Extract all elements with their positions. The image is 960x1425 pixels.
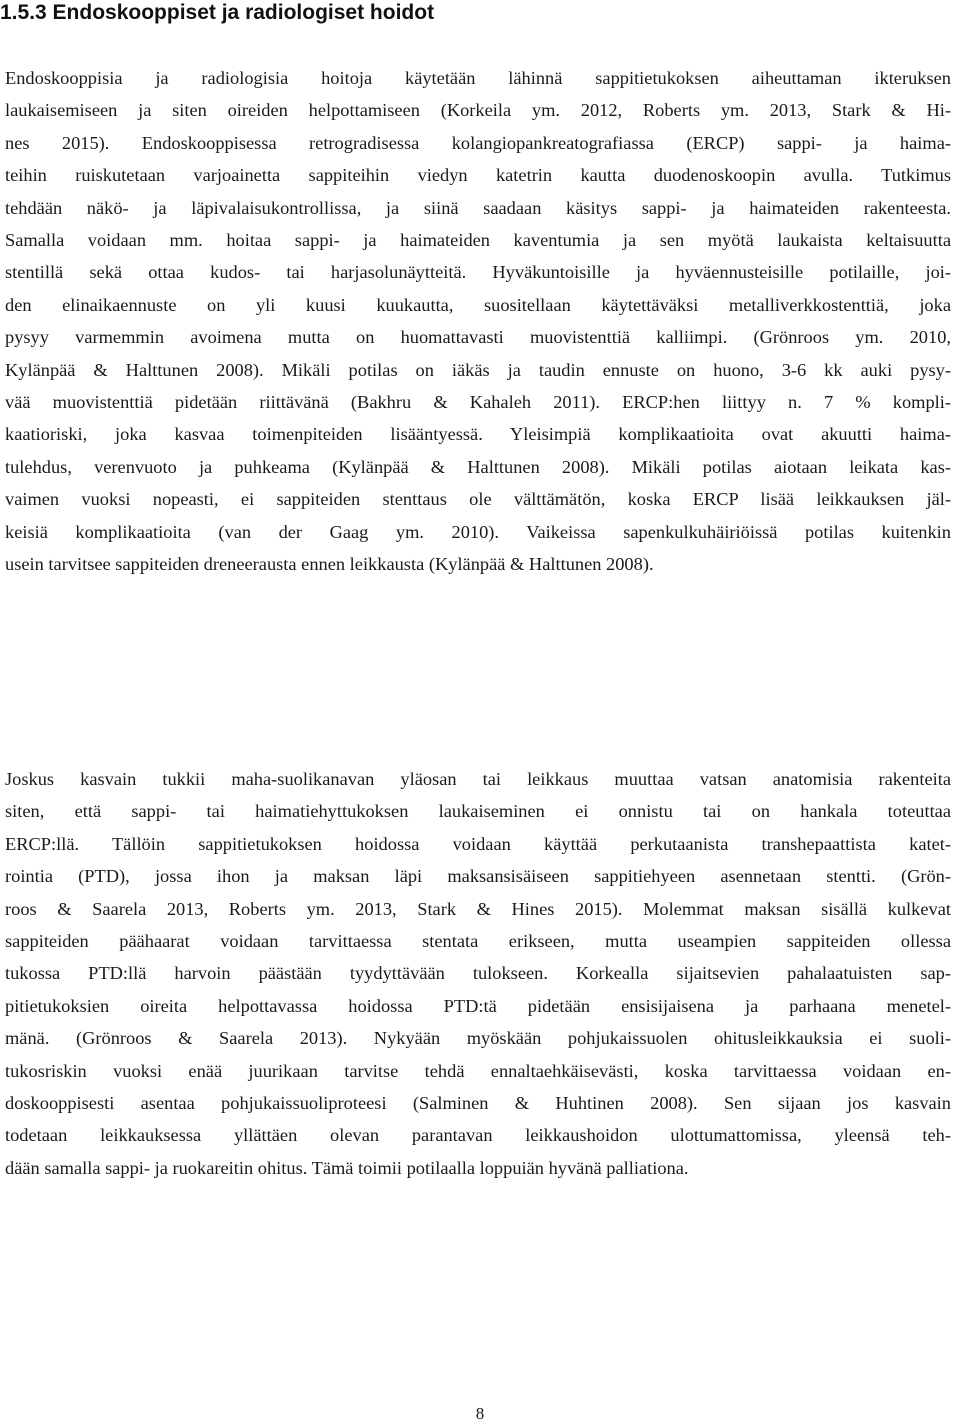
paragraph-line: Endoskooppisia ja radiologisia hoitoja käytetään lähinnä sappitietukoksen aiheuttaman ikteruksen xyxy=(5,68,951,88)
paragraph-line: tukossa PTD:llä harvoin päästään tyydyttävään tulokseen. Korkealla sijaitsevien pahalaatuisten sap- xyxy=(5,963,951,984)
paragraph-line: usein tarvitsee sappiteiden dreneerausta ennen leikkausta (Kylänpää & Halttunen 2008). xyxy=(5,554,654,575)
paragraph-line: vää muovistenttiä pidetään riittävänä (Bakhru & Kahaleh 2011). ERCP:hen liittyy n. 7 % kompli- xyxy=(5,392,951,413)
paragraph-line: pitietukoksien oireita helpottavassa hoidossa PTD:tä pidetään ensisijaisena ja parhaana menetel- xyxy=(5,995,951,1016)
paragraph-1 xyxy=(5,62,951,581)
paragraph-line: roos & Saarela 2013, Roberts ym. 2013, Stark & Hines 2015). Molemmat maksan sisällä kulkevat xyxy=(5,898,951,919)
paragraph-line: Kylänpää & Halttunen 2008). Mikäli potilas on iäkäs ja taudin ennuste on huono, 3-6 kk auki pysy- xyxy=(5,359,951,380)
paragraph-line: kaatioriski, joka kasvaa toimenpiteiden lisääntyessä. Yleisimpiä komplikaatioita ovat akuutti haima- xyxy=(5,424,951,445)
paragraph-line: sappiteiden päähaarat voidaan tarvittaessa stentata erikseen, mutta useampien sappiteiden ollessa xyxy=(5,931,951,952)
paragraph-line: laukaisemiseen ja siten oireiden helpottamiseen (Korkeila ym. 2012, Roberts ym. 2013, Stark & Hi- xyxy=(5,100,951,121)
paragraph-line: rointia (PTD), jossa ihon ja maksan läpi maksansisäiseen sappitiehyeen asennetaan stentti. (Grön- xyxy=(5,866,951,887)
paragraph-line: nes 2015). Endoskooppisessa retrogradisessa kolangiopankreatografiassa (ERCP) sappi- ja haima- xyxy=(5,132,951,153)
paragraph-line: ERCP:llä. Tällöin sappitietukoksen hoidossa voidaan käyttää perkutaanista transhepaattista katet- xyxy=(5,833,951,854)
paragraph-line: todetaan leikkauksessa yllättäen olevan parantavan leikkaushoidon ulottumattomissa, yleensä teh- xyxy=(5,1125,951,1146)
paragraph-line: Samalla voidaan mm. hoitaa sappi- ja haimateiden kaventumia ja sen myötä laukaista keltaisuutta xyxy=(5,230,951,251)
paragraph-line: tulehdus, verenvuoto ja puhkeama (Kylänpää & Halttunen 2008). Mikäli potilas aiotaan leikata kas- xyxy=(5,456,951,477)
paragraph-line: siten, että sappi- tai haimatiehyttukoksen laukaiseminen ei onnistu tai on hankala toteuttaa xyxy=(5,801,951,822)
paragraph-line: Joskus kasvain tukkii maha-suolikanavan yläosan tai leikkaus muuttaa vatsan anatomisia rakenteita xyxy=(5,769,951,789)
paragraph-line: stentillä sekä ottaa kudos- tai harjasolunäytteitä. Hyväkuntoisille ja hyväennusteisille potilaille, joi- xyxy=(5,262,951,283)
paragraph-line: tukosriskin vuoksi enää juurikaan tarvitse tehdä ennaltaehkäisevästi, koska tarvittaessa voidaan en- xyxy=(5,1060,951,1081)
paragraph-line: mänä. (Grönroos & Saarela 2013). Nykyään myöskään pohjukaissuolen ohitusleikkauksia ei suoli- xyxy=(5,1028,951,1049)
paragraph-line: keisiä komplikaatioita (van der Gaag ym. 2010). Vaikeissa sapenkulkuhäiriöissä potilas kuitenkin xyxy=(5,521,951,542)
paragraph-line: teihin ruiskutetaan varjoainetta sappiteihin viedyn katetrin kautta duodenoskoopin avulla. Tutkimus xyxy=(5,165,951,186)
section-heading: 1.5.3 Endoskooppiset ja radiologiset hoidot xyxy=(0,1,435,24)
paragraph-2 xyxy=(5,763,951,1184)
paragraph-line: tehdään näkö- ja läpivalaisukontrollissa, ja siinä saadaan käsitys sappi- ja haimateiden rakenteesta. xyxy=(5,197,951,218)
page-number: 8 xyxy=(475,1404,485,1423)
paragraph-line: dään samalla sappi- ja ruokareitin ohitus. Tämä toimii potilaalla loppuiän hyvänä palliationa. xyxy=(5,1157,689,1178)
paragraph-line: den elinaikaennuste on yli kuusi kuukautta, suositellaan käytettäväksi metalliverkkostenttiä, joka xyxy=(5,294,951,315)
paragraph-line: pysyy varmemmin avoimena mutta on huomattavasti muovistenttiä kalliimpi. (Grönroos ym. 2010, xyxy=(5,327,951,348)
paragraph-line: doskooppisesti asentaa pohjukaissuoliproteesi (Salminen & Huhtinen 2008). Sen sijaan jos kasvain xyxy=(5,1093,951,1114)
paragraph-line: vaimen vuoksi nopeasti, ei sappiteiden stenttaus ole välttämätön, koska ERCP lisää leikkauksen jäl- xyxy=(5,489,951,510)
